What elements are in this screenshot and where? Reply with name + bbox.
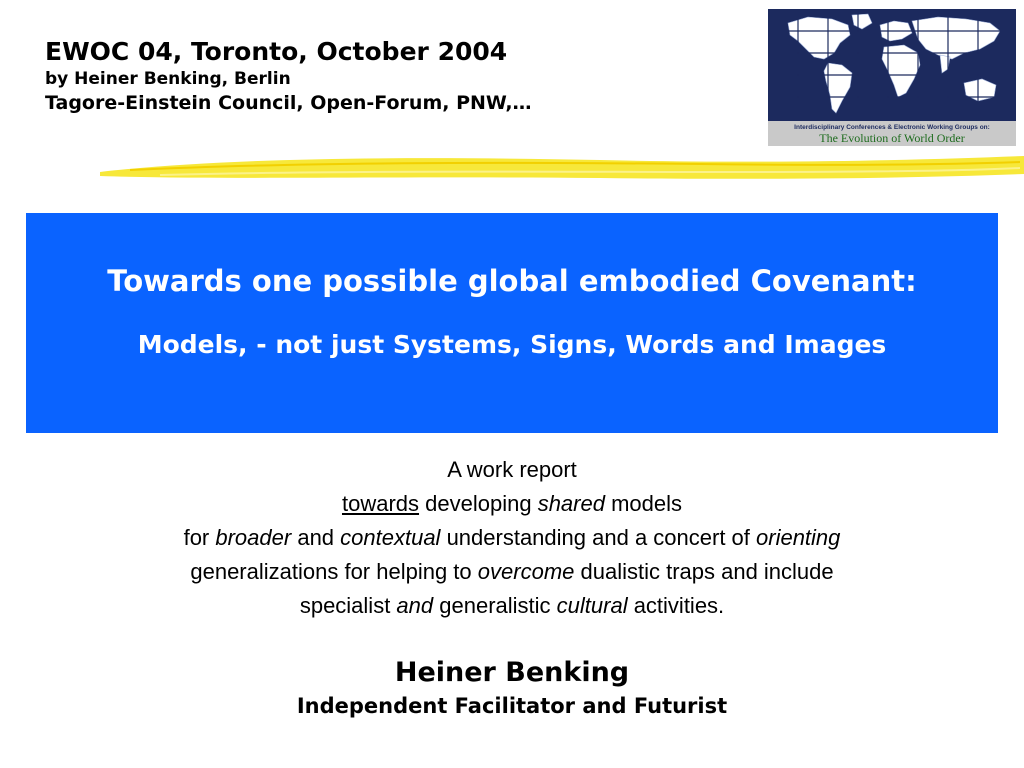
report-line-4 — [0, 555, 1024, 589]
text-span: models — [604, 491, 683, 516]
presentation-subtitle: Models, - not just Systems, Signs, Words and Images — [137, 330, 887, 359]
slide-header — [45, 36, 532, 116]
emph-shared: shared — [537, 491, 605, 516]
emph-contextual: contextual — [340, 525, 441, 550]
author-name: Heiner Benking — [394, 657, 630, 688]
author-block — [0, 655, 1024, 721]
text-span: for — [183, 525, 216, 550]
event-title: EWOC 04, Toronto, October 2004 — [45, 37, 508, 66]
logo-caption — [768, 121, 1016, 146]
report-line-5 — [0, 589, 1024, 623]
text-span: activities. — [627, 593, 725, 618]
author-role: Independent Facilitator and Futurist — [296, 694, 728, 718]
text-span: understanding and a concert of — [440, 525, 757, 550]
byline: by Heiner Benking, Berlin — [45, 69, 291, 89]
text-span: specialist — [299, 593, 397, 618]
text-span: and — [291, 525, 341, 550]
presentation-title: Towards one possible global embodied Covenant: — [107, 264, 917, 298]
emph-cultural: cultural — [556, 593, 628, 618]
emph-towards: towards — [341, 491, 420, 516]
text-span: generalistic — [433, 593, 557, 618]
logo-caption-line2: The Evolution of World Order — [819, 131, 965, 145]
ewoc-logo — [768, 9, 1016, 146]
yellow-brush-stroke — [100, 150, 1024, 186]
text-span: generalizations for helping to — [190, 559, 478, 584]
world-map-icon — [768, 9, 1016, 121]
emph-broader: broader — [215, 525, 292, 550]
report-line-3 — [0, 521, 1024, 555]
work-report-description — [0, 453, 1024, 623]
emph-overcome: overcome — [477, 559, 575, 584]
report-line-1: A work report — [447, 457, 577, 482]
logo-caption-line1: Interdisciplinary Conferences & Electronic Working Groups on: — [794, 124, 990, 131]
emph-orienting: orienting — [756, 525, 841, 550]
emph-and: and — [396, 593, 434, 618]
report-line-2 — [0, 487, 1024, 521]
organization-line: Tagore-Einstein Council, Open-Forum, PNW,… — [45, 92, 532, 114]
text-span: developing — [419, 491, 538, 516]
text-span: dualistic traps and include — [574, 559, 834, 584]
title-panel — [26, 213, 998, 433]
